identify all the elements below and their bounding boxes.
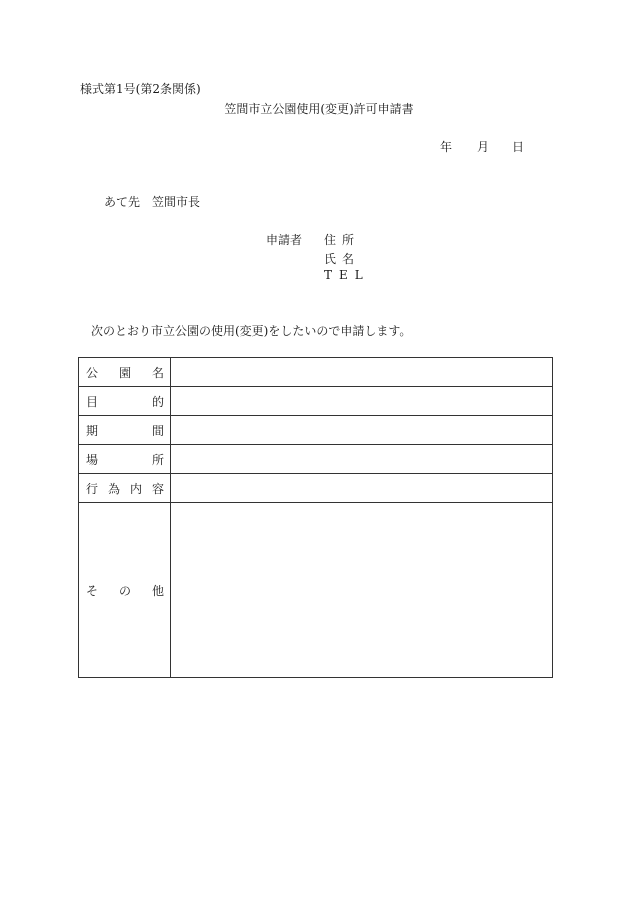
label-char: 内 — [129, 481, 142, 496]
form-label-text — [86, 422, 164, 439]
addressee: あて先 笠間市長 — [104, 195, 201, 209]
label-char: 他 — [151, 583, 164, 598]
form-row-activity-content — [79, 474, 553, 503]
label-char: 公 — [86, 365, 99, 380]
applicant-tel-label: TEL — [324, 268, 370, 282]
form-label-purpose — [79, 387, 171, 416]
date-day-label: 日 — [512, 140, 525, 154]
applicant-name-label: 氏名 — [324, 252, 361, 266]
form-title: 笠間市立公園使用(変更)許可申請書 — [224, 102, 414, 116]
form-label-text — [86, 582, 164, 599]
form-row-other — [79, 503, 553, 678]
label-char: 目 — [86, 394, 99, 409]
form-number: 様式第1号(第2条関係) — [80, 82, 201, 96]
form-label-text — [86, 393, 164, 410]
form-value-park-name[interactable] — [171, 358, 553, 387]
label-char: 容 — [151, 481, 164, 496]
form-row-purpose — [79, 387, 553, 416]
form-row-location — [79, 445, 553, 474]
label-char: 為 — [107, 481, 120, 496]
application-form-table — [78, 357, 553, 678]
applicant-address-label: 住所 — [324, 233, 361, 247]
form-row-period — [79, 416, 553, 445]
form-label-text — [86, 451, 164, 468]
label-char: 間 — [151, 423, 164, 438]
form-label-activity-content — [79, 474, 171, 503]
form-label-park-name — [79, 358, 171, 387]
label-char: 所 — [151, 452, 164, 467]
date-month-label: 月 — [477, 140, 490, 154]
form-value-activity-content[interactable] — [171, 474, 553, 503]
form-label-period — [79, 416, 171, 445]
form-row-park-name — [79, 358, 553, 387]
form-value-period[interactable] — [171, 416, 553, 445]
label-char: 行 — [86, 481, 99, 496]
application-statement: 次のとおり市立公園の使用(変更)をしたいので申請します。 — [91, 324, 412, 338]
form-value-other[interactable] — [171, 503, 553, 678]
form-label-text — [86, 364, 164, 381]
form-label-text — [86, 480, 164, 497]
form-value-purpose[interactable] — [171, 387, 553, 416]
label-char: の — [118, 583, 131, 598]
form-label-location — [79, 445, 171, 474]
label-char: 名 — [151, 365, 164, 380]
label-char: 期 — [86, 423, 99, 438]
date-year-label: 年 — [440, 140, 453, 154]
label-char: 園 — [118, 365, 131, 380]
applicant-label: 申請者 — [266, 233, 303, 247]
label-char: 的 — [151, 394, 164, 409]
form-label-other — [79, 503, 171, 678]
label-char: そ — [86, 583, 99, 598]
form-value-location[interactable] — [171, 445, 553, 474]
label-char: 場 — [86, 452, 99, 467]
